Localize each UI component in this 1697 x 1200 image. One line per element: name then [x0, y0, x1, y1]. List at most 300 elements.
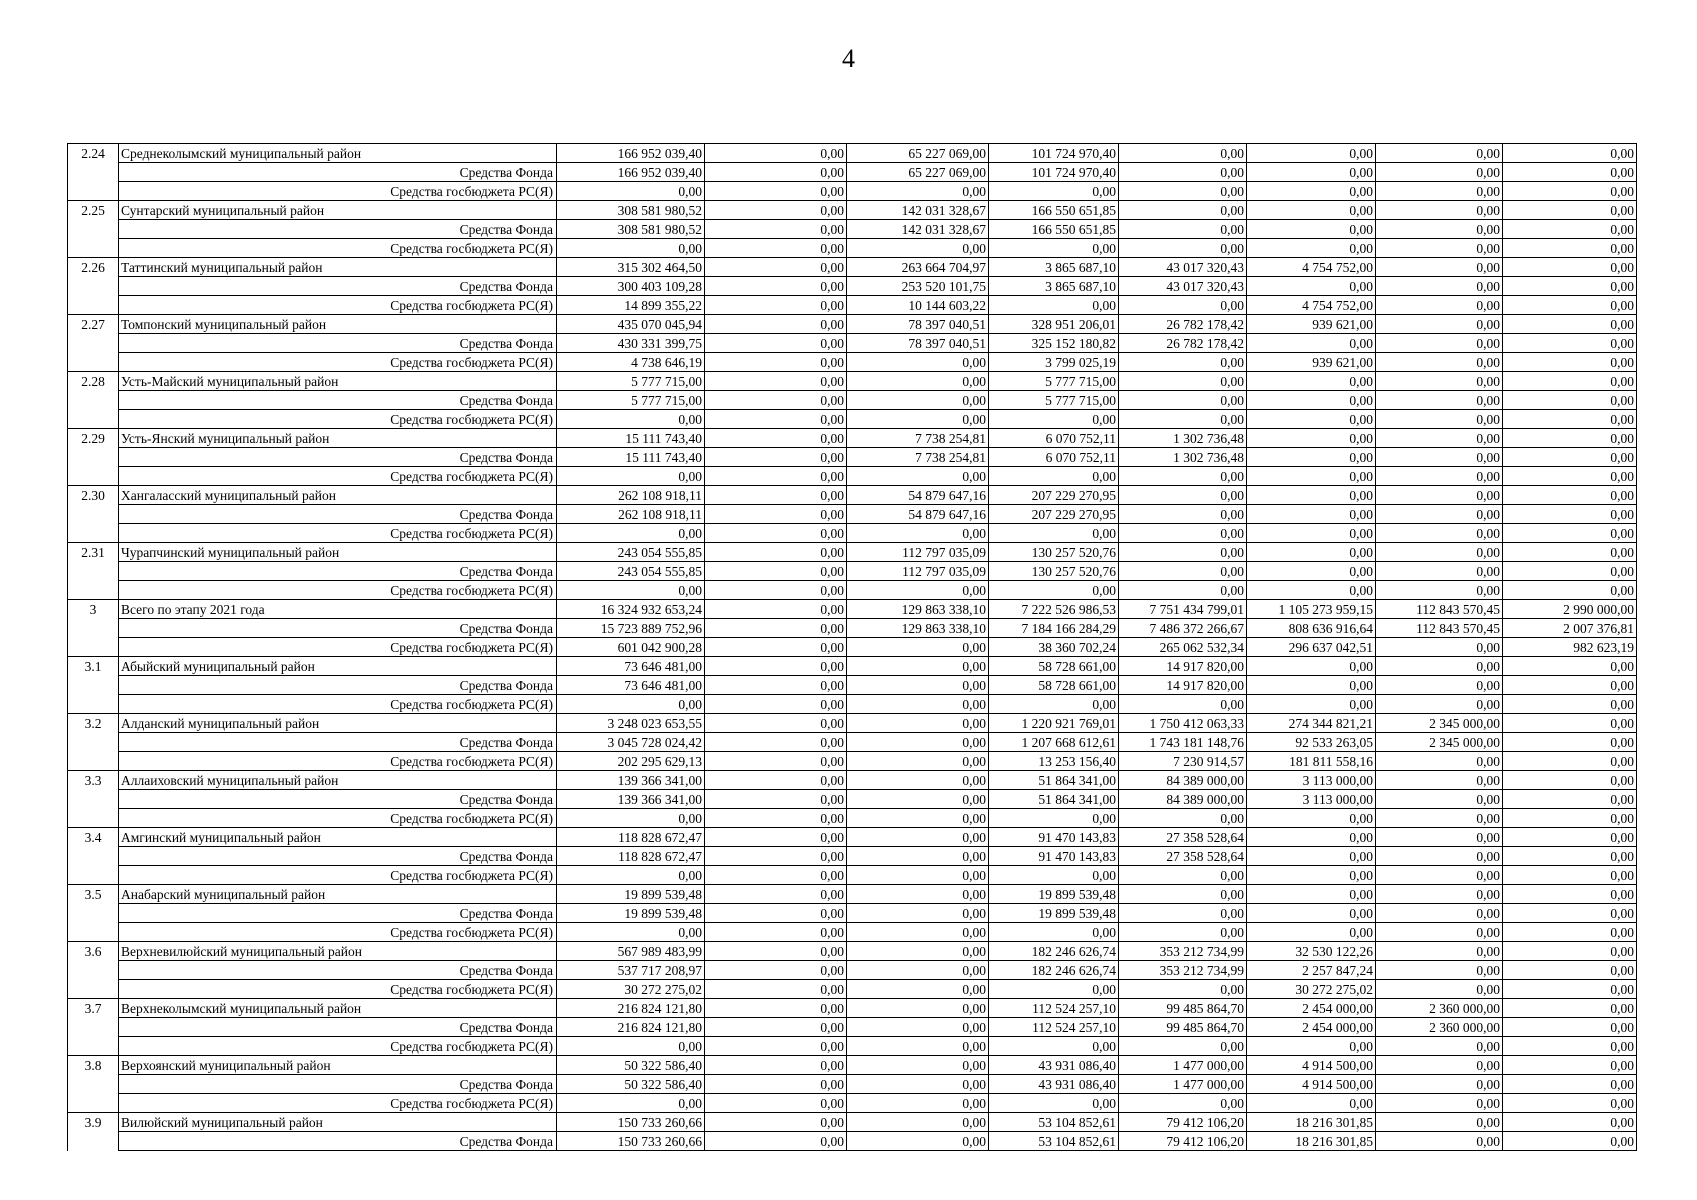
district-name: Анабарский муниципальный район	[119, 885, 557, 904]
table-row	[68, 1075, 1637, 1094]
table-row	[68, 923, 1637, 942]
amount-cell: 14 917 820,00	[1119, 657, 1247, 676]
amount-cell: 0,00	[705, 1113, 847, 1132]
amount-cell: 0,00	[847, 353, 989, 372]
district-name: Таттинский муниципальный район	[119, 258, 557, 277]
amount-cell: 601 042 900,28	[557, 638, 705, 657]
row-number: 2.28	[68, 372, 119, 391]
amount-cell: 567 989 483,99	[557, 942, 705, 961]
table-row	[68, 581, 1637, 600]
row-number	[68, 505, 119, 524]
amount-cell: 0,00	[1503, 866, 1637, 885]
district-name: Верхневилюйский муниципальный район	[119, 942, 557, 961]
table-row	[68, 353, 1637, 372]
amount-cell: 0,00	[1376, 353, 1503, 372]
amount-cell: 0,00	[1119, 239, 1247, 258]
funding-source: Средства Фонда	[119, 1132, 557, 1151]
amount-cell: 0,00	[1376, 448, 1503, 467]
table-row	[68, 258, 1637, 277]
amount-cell: 0,00	[847, 771, 989, 790]
amount-cell: 0,00	[847, 1037, 989, 1056]
amount-cell: 0,00	[1119, 486, 1247, 505]
amount-cell: 129 863 338,10	[847, 600, 989, 619]
amount-cell: 0,00	[1376, 581, 1503, 600]
amount-cell: 5 777 715,00	[989, 391, 1119, 410]
table-row	[68, 201, 1637, 220]
amount-cell: 0,00	[1376, 1132, 1503, 1151]
amount-cell: 0,00	[705, 657, 847, 676]
amount-cell: 2 990 000,00	[1503, 600, 1637, 619]
amount-cell: 142 031 328,67	[847, 220, 989, 239]
amount-cell: 0,00	[1503, 524, 1637, 543]
amount-cell: 26 782 178,42	[1119, 334, 1247, 353]
amount-cell: 216 824 121,80	[557, 1018, 705, 1037]
amount-cell: 38 360 702,24	[989, 638, 1119, 657]
district-name: Сунтарский муниципальный район	[119, 201, 557, 220]
amount-cell: 0,00	[1119, 581, 1247, 600]
amount-cell: 0,00	[847, 467, 989, 486]
amount-cell: 243 054 555,85	[557, 562, 705, 581]
amount-cell: 0,00	[1503, 163, 1637, 182]
table-row	[68, 961, 1637, 980]
amount-cell: 0,00	[705, 828, 847, 847]
amount-cell: 0,00	[1503, 657, 1637, 676]
funding-source: Средства Фонда	[119, 163, 557, 182]
amount-cell: 0,00	[557, 809, 705, 828]
amount-cell: 0,00	[1376, 828, 1503, 847]
district-name: Томпонский муниципальный район	[119, 315, 557, 334]
amount-cell: 129 863 338,10	[847, 619, 989, 638]
amount-cell: 53 104 852,61	[989, 1113, 1119, 1132]
funding-source: Средства Фонда	[119, 733, 557, 752]
district-name: Абыйский муниципальный район	[119, 657, 557, 676]
amount-cell: 0,00	[1119, 562, 1247, 581]
amount-cell: 0,00	[1247, 695, 1376, 714]
amount-cell: 130 257 520,76	[989, 543, 1119, 562]
amount-cell: 0,00	[1376, 961, 1503, 980]
amount-cell: 43 017 320,43	[1119, 258, 1247, 277]
amount-cell: 0,00	[1376, 334, 1503, 353]
row-number	[68, 619, 119, 638]
district-name: Среднеколымский муниципальный район	[119, 144, 557, 163]
amount-cell: 18 216 301,85	[1247, 1113, 1376, 1132]
amount-cell: 1 220 921 769,01	[989, 714, 1119, 733]
amount-cell: 0,00	[1503, 790, 1637, 809]
table-row	[68, 1132, 1637, 1151]
amount-cell: 0,00	[989, 1037, 1119, 1056]
row-number	[68, 562, 119, 581]
table-row	[68, 790, 1637, 809]
amount-cell: 0,00	[1247, 220, 1376, 239]
row-number	[68, 980, 119, 999]
amount-cell: 0,00	[847, 657, 989, 676]
amount-cell: 0,00	[1119, 467, 1247, 486]
amount-cell: 982 623,19	[1503, 638, 1637, 657]
table-row	[68, 486, 1637, 505]
amount-cell: 112 524 257,10	[989, 1018, 1119, 1037]
amount-cell: 0,00	[1119, 904, 1247, 923]
amount-cell: 0,00	[705, 144, 847, 163]
row-number	[68, 847, 119, 866]
amount-cell: 0,00	[1503, 1018, 1637, 1037]
amount-cell: 0,00	[705, 771, 847, 790]
amount-cell: 0,00	[705, 999, 847, 1018]
amount-cell: 0,00	[1247, 581, 1376, 600]
row-number	[68, 448, 119, 467]
funding-source: Средства Фонда	[119, 448, 557, 467]
amount-cell: 139 366 341,00	[557, 790, 705, 809]
amount-cell: 0,00	[1119, 372, 1247, 391]
amount-cell: 166 952 039,40	[557, 144, 705, 163]
amount-cell: 0,00	[557, 467, 705, 486]
amount-cell: 0,00	[1376, 942, 1503, 961]
amount-cell: 1 302 736,48	[1119, 448, 1247, 467]
amount-cell: 0,00	[847, 904, 989, 923]
amount-cell: 0,00	[705, 847, 847, 866]
row-number: 2.30	[68, 486, 119, 505]
amount-cell: 50 322 586,40	[557, 1075, 705, 1094]
amount-cell: 6 070 752,11	[989, 429, 1119, 448]
table-row	[68, 771, 1637, 790]
amount-cell: 207 229 270,95	[989, 486, 1119, 505]
amount-cell: 112 843 570,45	[1376, 619, 1503, 638]
funding-source: Средства госбюджета РС(Я)	[119, 695, 557, 714]
amount-cell: 0,00	[1503, 980, 1637, 999]
amount-cell: 0,00	[847, 923, 989, 942]
amount-cell: 0,00	[1503, 1056, 1637, 1075]
amount-cell: 0,00	[1247, 1094, 1376, 1113]
amount-cell: 79 412 106,20	[1119, 1113, 1247, 1132]
amount-cell: 43 931 086,40	[989, 1075, 1119, 1094]
amount-cell: 0,00	[1119, 695, 1247, 714]
amount-cell: 0,00	[1247, 676, 1376, 695]
row-number	[68, 239, 119, 258]
amount-cell: 112 797 035,09	[847, 562, 989, 581]
amount-cell: 0,00	[1376, 847, 1503, 866]
table-row	[68, 657, 1637, 676]
amount-cell: 0,00	[1247, 144, 1376, 163]
amount-cell: 0,00	[1119, 163, 1247, 182]
amount-cell: 182 246 626,74	[989, 961, 1119, 980]
amount-cell: 0,00	[1247, 657, 1376, 676]
amount-cell: 0,00	[705, 1018, 847, 1037]
amount-cell: 0,00	[1503, 695, 1637, 714]
row-number: 3.4	[68, 828, 119, 847]
amount-cell: 0,00	[989, 1094, 1119, 1113]
amount-cell: 0,00	[1119, 144, 1247, 163]
amount-cell: 58 728 661,00	[989, 676, 1119, 695]
table-row	[68, 619, 1637, 638]
amount-cell: 0,00	[1376, 1113, 1503, 1132]
amount-cell: 0,00	[1503, 144, 1637, 163]
amount-cell: 537 717 208,97	[557, 961, 705, 980]
amount-cell: 0,00	[1119, 220, 1247, 239]
amount-cell: 0,00	[705, 277, 847, 296]
row-number: 3.8	[68, 1056, 119, 1075]
amount-cell: 7 738 254,81	[847, 448, 989, 467]
amount-cell: 0,00	[847, 1132, 989, 1151]
amount-cell: 182 246 626,74	[989, 942, 1119, 961]
amount-cell: 30 272 275,02	[557, 980, 705, 999]
amount-cell: 51 864 341,00	[989, 771, 1119, 790]
amount-cell: 263 664 704,97	[847, 258, 989, 277]
table-row	[68, 220, 1637, 239]
amount-cell: 0,00	[1376, 163, 1503, 182]
amount-cell: 0,00	[705, 581, 847, 600]
amount-cell: 202 295 629,13	[557, 752, 705, 771]
amount-cell: 0,00	[1247, 277, 1376, 296]
district-name: Хангаласский муниципальный район	[119, 486, 557, 505]
amount-cell: 0,00	[705, 505, 847, 524]
row-number	[68, 163, 119, 182]
row-number	[68, 391, 119, 410]
amount-cell: 50 322 586,40	[557, 1056, 705, 1075]
amount-cell: 0,00	[1376, 1056, 1503, 1075]
funding-source: Средства госбюджета РС(Я)	[119, 239, 557, 258]
amount-cell: 296 637 042,51	[1247, 638, 1376, 657]
amount-cell: 315 302 464,50	[557, 258, 705, 277]
amount-cell: 0,00	[1503, 543, 1637, 562]
amount-cell: 0,00	[847, 1094, 989, 1113]
amount-cell: 1 477 000,00	[1119, 1056, 1247, 1075]
amount-cell: 253 520 101,75	[847, 277, 989, 296]
amount-cell: 54 879 647,16	[847, 505, 989, 524]
amount-cell: 0,00	[1376, 296, 1503, 315]
amount-cell: 0,00	[705, 524, 847, 543]
row-number: 2.26	[68, 258, 119, 277]
amount-cell: 0,00	[705, 334, 847, 353]
amount-cell: 353 212 734,99	[1119, 942, 1247, 961]
amount-cell: 0,00	[1119, 980, 1247, 999]
row-number: 2.31	[68, 543, 119, 562]
table-row	[68, 277, 1637, 296]
amount-cell: 73 646 481,00	[557, 657, 705, 676]
amount-cell: 0,00	[1247, 923, 1376, 942]
amount-cell: 0,00	[705, 1056, 847, 1075]
amount-cell: 0,00	[1503, 353, 1637, 372]
amount-cell: 112 524 257,10	[989, 999, 1119, 1018]
amount-cell: 0,00	[1503, 448, 1637, 467]
page-number: 4	[842, 44, 855, 73]
amount-cell: 5 777 715,00	[557, 372, 705, 391]
amount-cell: 0,00	[1376, 467, 1503, 486]
amount-cell: 16 324 932 653,24	[557, 600, 705, 619]
amount-cell: 118 828 672,47	[557, 828, 705, 847]
amount-cell: 353 212 734,99	[1119, 961, 1247, 980]
amount-cell: 265 062 532,34	[1119, 638, 1247, 657]
amount-cell: 808 636 916,64	[1247, 619, 1376, 638]
funding-source: Средства госбюджета РС(Я)	[119, 182, 557, 201]
amount-cell: 0,00	[1503, 942, 1637, 961]
amount-cell: 3 865 687,10	[989, 258, 1119, 277]
amount-cell: 0,00	[1503, 220, 1637, 239]
amount-cell: 78 397 040,51	[847, 315, 989, 334]
amount-cell: 0,00	[1119, 201, 1247, 220]
amount-cell: 65 227 069,00	[847, 163, 989, 182]
row-number: 2.24	[68, 144, 119, 163]
amount-cell: 1 750 412 063,33	[1119, 714, 1247, 733]
row-number	[68, 638, 119, 657]
funding-source: Средства Фонда	[119, 961, 557, 980]
amount-cell: 4 914 500,00	[1247, 1075, 1376, 1094]
amount-cell: 243 054 555,85	[557, 543, 705, 562]
amount-cell: 0,00	[989, 980, 1119, 999]
amount-cell: 0,00	[1376, 923, 1503, 942]
amount-cell: 3 865 687,10	[989, 277, 1119, 296]
amount-cell: 0,00	[989, 239, 1119, 258]
amount-cell: 91 470 143,83	[989, 828, 1119, 847]
amount-cell: 0,00	[1247, 1037, 1376, 1056]
amount-cell: 0,00	[705, 410, 847, 429]
table-row	[68, 524, 1637, 543]
amount-cell: 0,00	[1247, 885, 1376, 904]
funding-source: Средства Фонда	[119, 790, 557, 809]
amount-cell: 0,00	[1503, 904, 1637, 923]
funding-source: Средства Фонда	[119, 619, 557, 638]
amount-cell: 0,00	[705, 790, 847, 809]
row-number	[68, 676, 119, 695]
row-number	[68, 524, 119, 543]
amount-cell: 262 108 918,11	[557, 505, 705, 524]
amount-cell: 325 152 180,82	[989, 334, 1119, 353]
amount-cell: 0,00	[1376, 144, 1503, 163]
amount-cell: 0,00	[989, 296, 1119, 315]
table-row	[68, 1113, 1637, 1132]
amount-cell: 0,00	[1503, 885, 1637, 904]
amount-cell: 51 864 341,00	[989, 790, 1119, 809]
amount-cell: 0,00	[557, 1037, 705, 1056]
amount-cell: 0,00	[847, 581, 989, 600]
amount-cell: 0,00	[1503, 296, 1637, 315]
amount-cell: 0,00	[1503, 410, 1637, 429]
row-number	[68, 866, 119, 885]
table-row	[68, 885, 1637, 904]
table-row	[68, 144, 1637, 163]
amount-cell: 0,00	[1376, 391, 1503, 410]
district-name: Верхоянский муниципальный район	[119, 1056, 557, 1075]
row-number	[68, 961, 119, 980]
amount-cell: 0,00	[847, 1056, 989, 1075]
row-number	[68, 220, 119, 239]
table-row	[68, 904, 1637, 923]
amount-cell: 0,00	[1503, 1037, 1637, 1056]
row-number: 3.1	[68, 657, 119, 676]
amount-cell: 0,00	[1119, 391, 1247, 410]
amount-cell: 0,00	[989, 182, 1119, 201]
amount-cell: 7 751 434 799,01	[1119, 600, 1247, 619]
amount-cell: 166 550 651,85	[989, 201, 1119, 220]
amount-cell: 0,00	[1376, 239, 1503, 258]
district-name: Амгинский муниципальный район	[119, 828, 557, 847]
amount-cell: 0,00	[1247, 391, 1376, 410]
amount-cell: 0,00	[1247, 866, 1376, 885]
amount-cell: 0,00	[847, 752, 989, 771]
amount-cell: 27 358 528,64	[1119, 828, 1247, 847]
amount-cell: 0,00	[847, 809, 989, 828]
amount-cell: 118 828 672,47	[557, 847, 705, 866]
amount-cell: 0,00	[557, 182, 705, 201]
amount-cell: 150 733 260,66	[557, 1132, 705, 1151]
amount-cell: 0,00	[1376, 657, 1503, 676]
amount-cell: 1 105 273 959,15	[1247, 600, 1376, 619]
funding-source: Средства госбюджета РС(Я)	[119, 809, 557, 828]
amount-cell: 0,00	[1503, 828, 1637, 847]
amount-cell: 0,00	[1247, 524, 1376, 543]
amount-cell: 4 754 752,00	[1247, 258, 1376, 277]
table-row	[68, 448, 1637, 467]
amount-cell: 435 070 045,94	[557, 315, 705, 334]
amount-cell: 0,00	[847, 885, 989, 904]
amount-cell: 0,00	[1376, 1075, 1503, 1094]
funding-source: Средства госбюджета РС(Я)	[119, 581, 557, 600]
row-number: 3	[68, 600, 119, 619]
amount-cell: 1 477 000,00	[1119, 1075, 1247, 1094]
amount-cell: 0,00	[1247, 467, 1376, 486]
amount-cell: 2 360 000,00	[1376, 1018, 1503, 1037]
amount-cell: 0,00	[1247, 505, 1376, 524]
amount-cell: 0,00	[705, 391, 847, 410]
amount-cell: 0,00	[705, 372, 847, 391]
table-row	[68, 543, 1637, 562]
amount-cell: 0,00	[1376, 562, 1503, 581]
row-number	[68, 733, 119, 752]
amount-cell: 3 248 023 653,55	[557, 714, 705, 733]
amount-cell: 10 144 603,22	[847, 296, 989, 315]
funding-source: Средства госбюджета РС(Я)	[119, 524, 557, 543]
amount-cell: 2 454 000,00	[1247, 1018, 1376, 1037]
table-row	[68, 429, 1637, 448]
amount-cell: 2 360 000,00	[1376, 999, 1503, 1018]
amount-cell: 0,00	[705, 163, 847, 182]
amount-cell: 15 111 743,40	[557, 448, 705, 467]
amount-cell: 0,00	[1376, 904, 1503, 923]
amount-cell: 216 824 121,80	[557, 999, 705, 1018]
amount-cell: 14 917 820,00	[1119, 676, 1247, 695]
amount-cell: 84 389 000,00	[1119, 790, 1247, 809]
amount-cell: 7 486 372 266,67	[1119, 619, 1247, 638]
row-number	[68, 752, 119, 771]
funding-source: Средства Фонда	[119, 334, 557, 353]
amount-cell: 0,00	[705, 904, 847, 923]
amount-cell: 0,00	[705, 1037, 847, 1056]
amount-cell: 308 581 980,52	[557, 220, 705, 239]
amount-cell: 0,00	[1119, 524, 1247, 543]
amount-cell: 166 952 039,40	[557, 163, 705, 182]
amount-cell: 43 017 320,43	[1119, 277, 1247, 296]
amount-cell: 0,00	[1503, 676, 1637, 695]
amount-cell: 0,00	[705, 923, 847, 942]
amount-cell: 0,00	[1247, 486, 1376, 505]
amount-cell: 181 811 558,16	[1247, 752, 1376, 771]
amount-cell: 4 914 500,00	[1247, 1056, 1376, 1075]
amount-cell: 0,00	[557, 866, 705, 885]
amount-cell: 0,00	[1119, 182, 1247, 201]
amount-cell: 73 646 481,00	[557, 676, 705, 695]
amount-cell: 0,00	[705, 258, 847, 277]
amount-cell: 0,00	[1247, 562, 1376, 581]
amount-cell: 19 899 539,48	[989, 885, 1119, 904]
amount-cell: 0,00	[557, 239, 705, 258]
amount-cell: 2 454 000,00	[1247, 999, 1376, 1018]
table-row	[68, 866, 1637, 885]
table-row	[68, 733, 1637, 752]
amount-cell: 7 222 526 986,53	[989, 600, 1119, 619]
amount-cell: 0,00	[705, 866, 847, 885]
row-number	[68, 581, 119, 600]
funding-source: Средства Фонда	[119, 847, 557, 866]
amount-cell: 27 358 528,64	[1119, 847, 1247, 866]
amount-cell: 0,00	[989, 581, 1119, 600]
